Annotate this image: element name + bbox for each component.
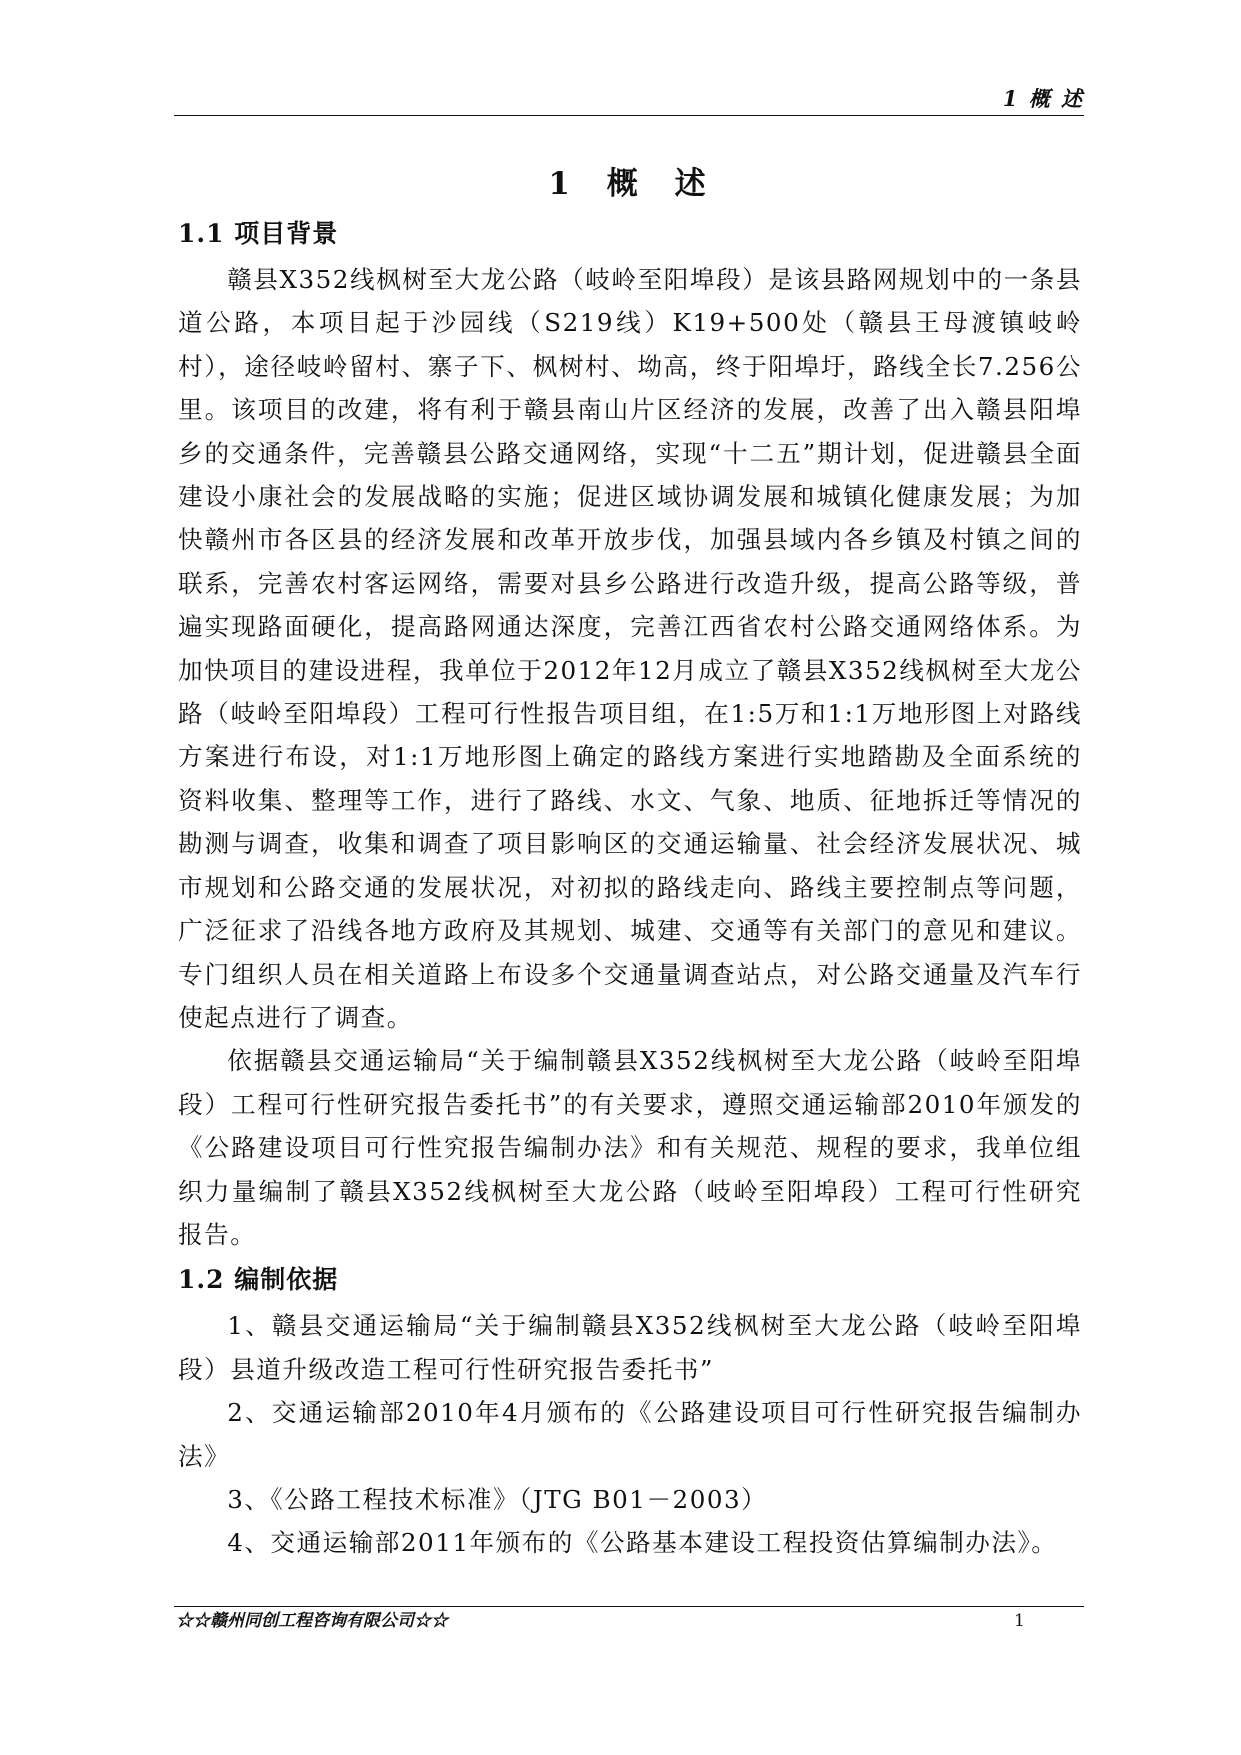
paragraph-background-2: 依据赣县交通运输局“关于编制赣县X352线枫树至大龙公路（岐岭至阳埠段）工程可行性研究报告委托书”的有关要求，遵照交通运输部2010年颁发的《公路建设项目可行性究报告编制办法》和有关规范、规程的要求，我单位组织力量编制了赣县X352线枫树至大龙公路（岐岭至阳埠段）工程可行性研究报告。 — [178, 1046, 1082, 1249]
list-item: 1、赣县交通运输局“关于编制赣县X352线枫树至大龙公路（岐岭至阳埠段）县道升级改造工程可行性研究报告委托书” — [178, 1311, 1082, 1384]
running-header: 1 概 述 — [1002, 86, 1084, 111]
paragraph-background-1: 赣县X352线枫树至大龙公路（岐岭至阳埠段）是该县路网规划中的一条县道公路，本项目起于沙园线（S219线）K19+500处（赣县王母渡镇岐岭村），途径岐岭留村、寨子下、枫树村、坳高，终于阳埠圩，路线全长7.256公里。该项目的改建，将有利于赣县南山片区经济的发展，改善了出入赣县阳埠乡的交通条件，完善赣县公路交通网络，实现“十二五”期计划，促进赣县全面建设小康社会的发展战略的实施；促进区域协调发展和城镇化健康发展；为加快赣州市各区县的经济发展和改革开放步伐，加强县域内各乡镇及村镇之间的联系，完善农村客运网络，需要对县乡公路进行改造升级，提高公路等级，普遍实现路面硬化，提高路网通达深度，完善江西省农村公路交通网络体系。为加快项目的建设进程，我单位于2012年12月成立了赣县X352线枫树至大龙公路（岐岭至阳埠段）工程可行性报告项目组，在1:5万和1:1万地形图上对路线方案进行布设，对1:1万地形图上确定的路线方案进行实地踏勘及全面系统的资料收集、整理等工作，进行了路线、水文、气象、地质、征地拆迁等情况的勘测与调查，收集和调查了项目影响区的交通运输量、社会经济发展状况、城市规划和公路交通的发展状况，对初拟的路线走向、路线主要控制点等问题，广泛征求了沿线各地方政府及其规划、城建、交通等有关部门的意见和建议。专门组织人员在相关道路上布设多个交通量调查站点，对公路交通量及汽车行使起点进行了调查。 — [178, 265, 1082, 1032]
footer-company: ☆☆赣州同创工程咨询有限公司☆☆ — [176, 1611, 448, 1631]
section-heading-basis: 1.2 编制依据 — [178, 1265, 339, 1295]
page-number: 1 — [1014, 1611, 1025, 1631]
chapter-title: 1 概 述 — [548, 166, 712, 202]
header-divider — [174, 115, 1084, 116]
list-item: 4、交通运输部2011年颁布的《公路基本建设工程投资估算编制办法》。 — [227, 1528, 1058, 1558]
section-heading-background: 1.1 项目背景 — [178, 219, 339, 248]
footer-divider — [174, 1606, 1084, 1607]
list-item: 3、《公路工程技术标准》（JTG B01－2003） — [227, 1484, 768, 1514]
page-body — [178, 158, 1082, 1565]
list-item: 2、交通运输部2010年4月颁布的《公路建设项目可行性研究报告编制办法》 — [178, 1398, 1082, 1471]
